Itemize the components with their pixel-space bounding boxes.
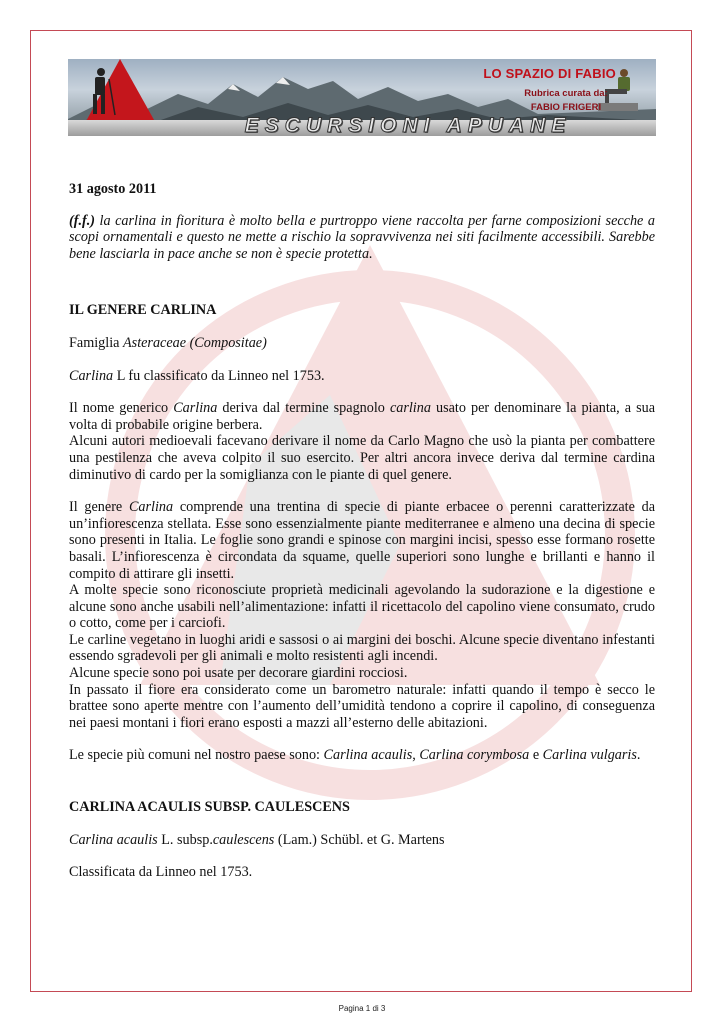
header-banner bbox=[68, 59, 656, 136]
classification-line: Carlina L fu classificato da Linneo nel 1753. bbox=[69, 367, 325, 384]
name-origin-paragraph: Il nome generico Carlina deriva dal termine spagnolo carlina usato per denominare la pianta, a sua volta di probabile origine berbera. bbox=[69, 400, 655, 433]
banner-author: FABIO FRIGERI bbox=[530, 102, 602, 113]
habitat-paragraph: Le carline vegetano in luoghi aridi e sassosi o ai margini dei boschi. Alcune specie diventano infestanti essendo sgradevoli per gli animali e molto resistenti agli incendi. bbox=[69, 631, 655, 665]
genus-heading: IL GENERE CARLINA bbox=[69, 302, 217, 319]
banner-strip-text: ESCURSIONI APUANE bbox=[244, 114, 572, 136]
species-classified-line: Classificata da Linneo nel 1753. bbox=[69, 864, 253, 881]
species-name-line: Carlina acaulis L. subsp.caulescens (Lam.) Schübl. et G. Martens bbox=[69, 831, 445, 848]
page-number: Pagina 1 di 3 bbox=[338, 1004, 386, 1013]
species-heading: CARLINA ACAULIS SUBSP. CAULESCENS bbox=[69, 799, 350, 816]
name-origin-paragraph-2: Alcuni autori medioevali facevano derivare il nome da Carlo Magno che usò la pianta per combattere una pestilenza che aveva colpito il suo esercito. Per altri ancora invece deriva dal termine cardina diminutivo di cardo per la somiglianza con le piante di quel genere. bbox=[69, 433, 655, 483]
article-date: 31 agosto 2011 bbox=[69, 181, 157, 197]
gardens-paragraph: Alcune specie sono poi usate per decorare giardini rocciosi. bbox=[69, 665, 408, 682]
banner-subtitle: Rubrica curata da: bbox=[524, 88, 608, 99]
intro-author: (f.f.) bbox=[69, 212, 95, 229]
article-body bbox=[69, 181, 655, 881]
genus-description-paragraph: Il genere Carlina comprende una trentina di specie di piante erbacee o perenni caratterizzate da un’infiorescenza stellata. Esse sono essenzialmente piante mediterranee e almeno una decina di specie sono presenti in Italia. Le foglie sono grandi e spinose con margini incisi, spesso esse formano rosette basali. L’infiorescenza è circondata da squame, quelle superiori sono lunghe e brillanti e hanno il compito di attirare gli insetti. bbox=[69, 499, 655, 582]
intro-paragraph: (f.f.) la carlina in fioritura è molto bella e purtroppo viene raccolta per farne composizioni secche a scopi ornamentali e questo ne mette a rischio la sopravvivenza nei siti facilmente accessibili. Sarebbe bene lasciarla in pace anche se non è specie protetta. bbox=[69, 212, 655, 262]
family-line: Famiglia Asteraceae (Compositae) bbox=[69, 334, 267, 351]
medicinal-paragraph: A molte specie sono riconosciute proprietà medicinali agevolando la sudorazione e la digestione e alcune sono anche usabili nell’alimentazione: infatti il ricettacolo del capolino viene consumato, crudo o cotto, come per i carciofi. bbox=[69, 582, 655, 632]
barometer-paragraph: In passato il fiore era considerato come un barometro naturale: infatti quando il tempo è secco le brattee sono aperte mentre con l’aumento dell’umidità tendono a coprire il capolino, di conseguenza nei paesi montani i fiori erano esposti a mazzi all’esterno delle abitazioni. bbox=[69, 681, 655, 731]
banner-title: LO SPAZIO DI FABIO bbox=[483, 66, 616, 81]
common-species-paragraph: Le specie più comuni nel nostro paese sono: Carlina acaulis, Carlina corymbosa e Carlina vulgaris. bbox=[69, 747, 641, 764]
